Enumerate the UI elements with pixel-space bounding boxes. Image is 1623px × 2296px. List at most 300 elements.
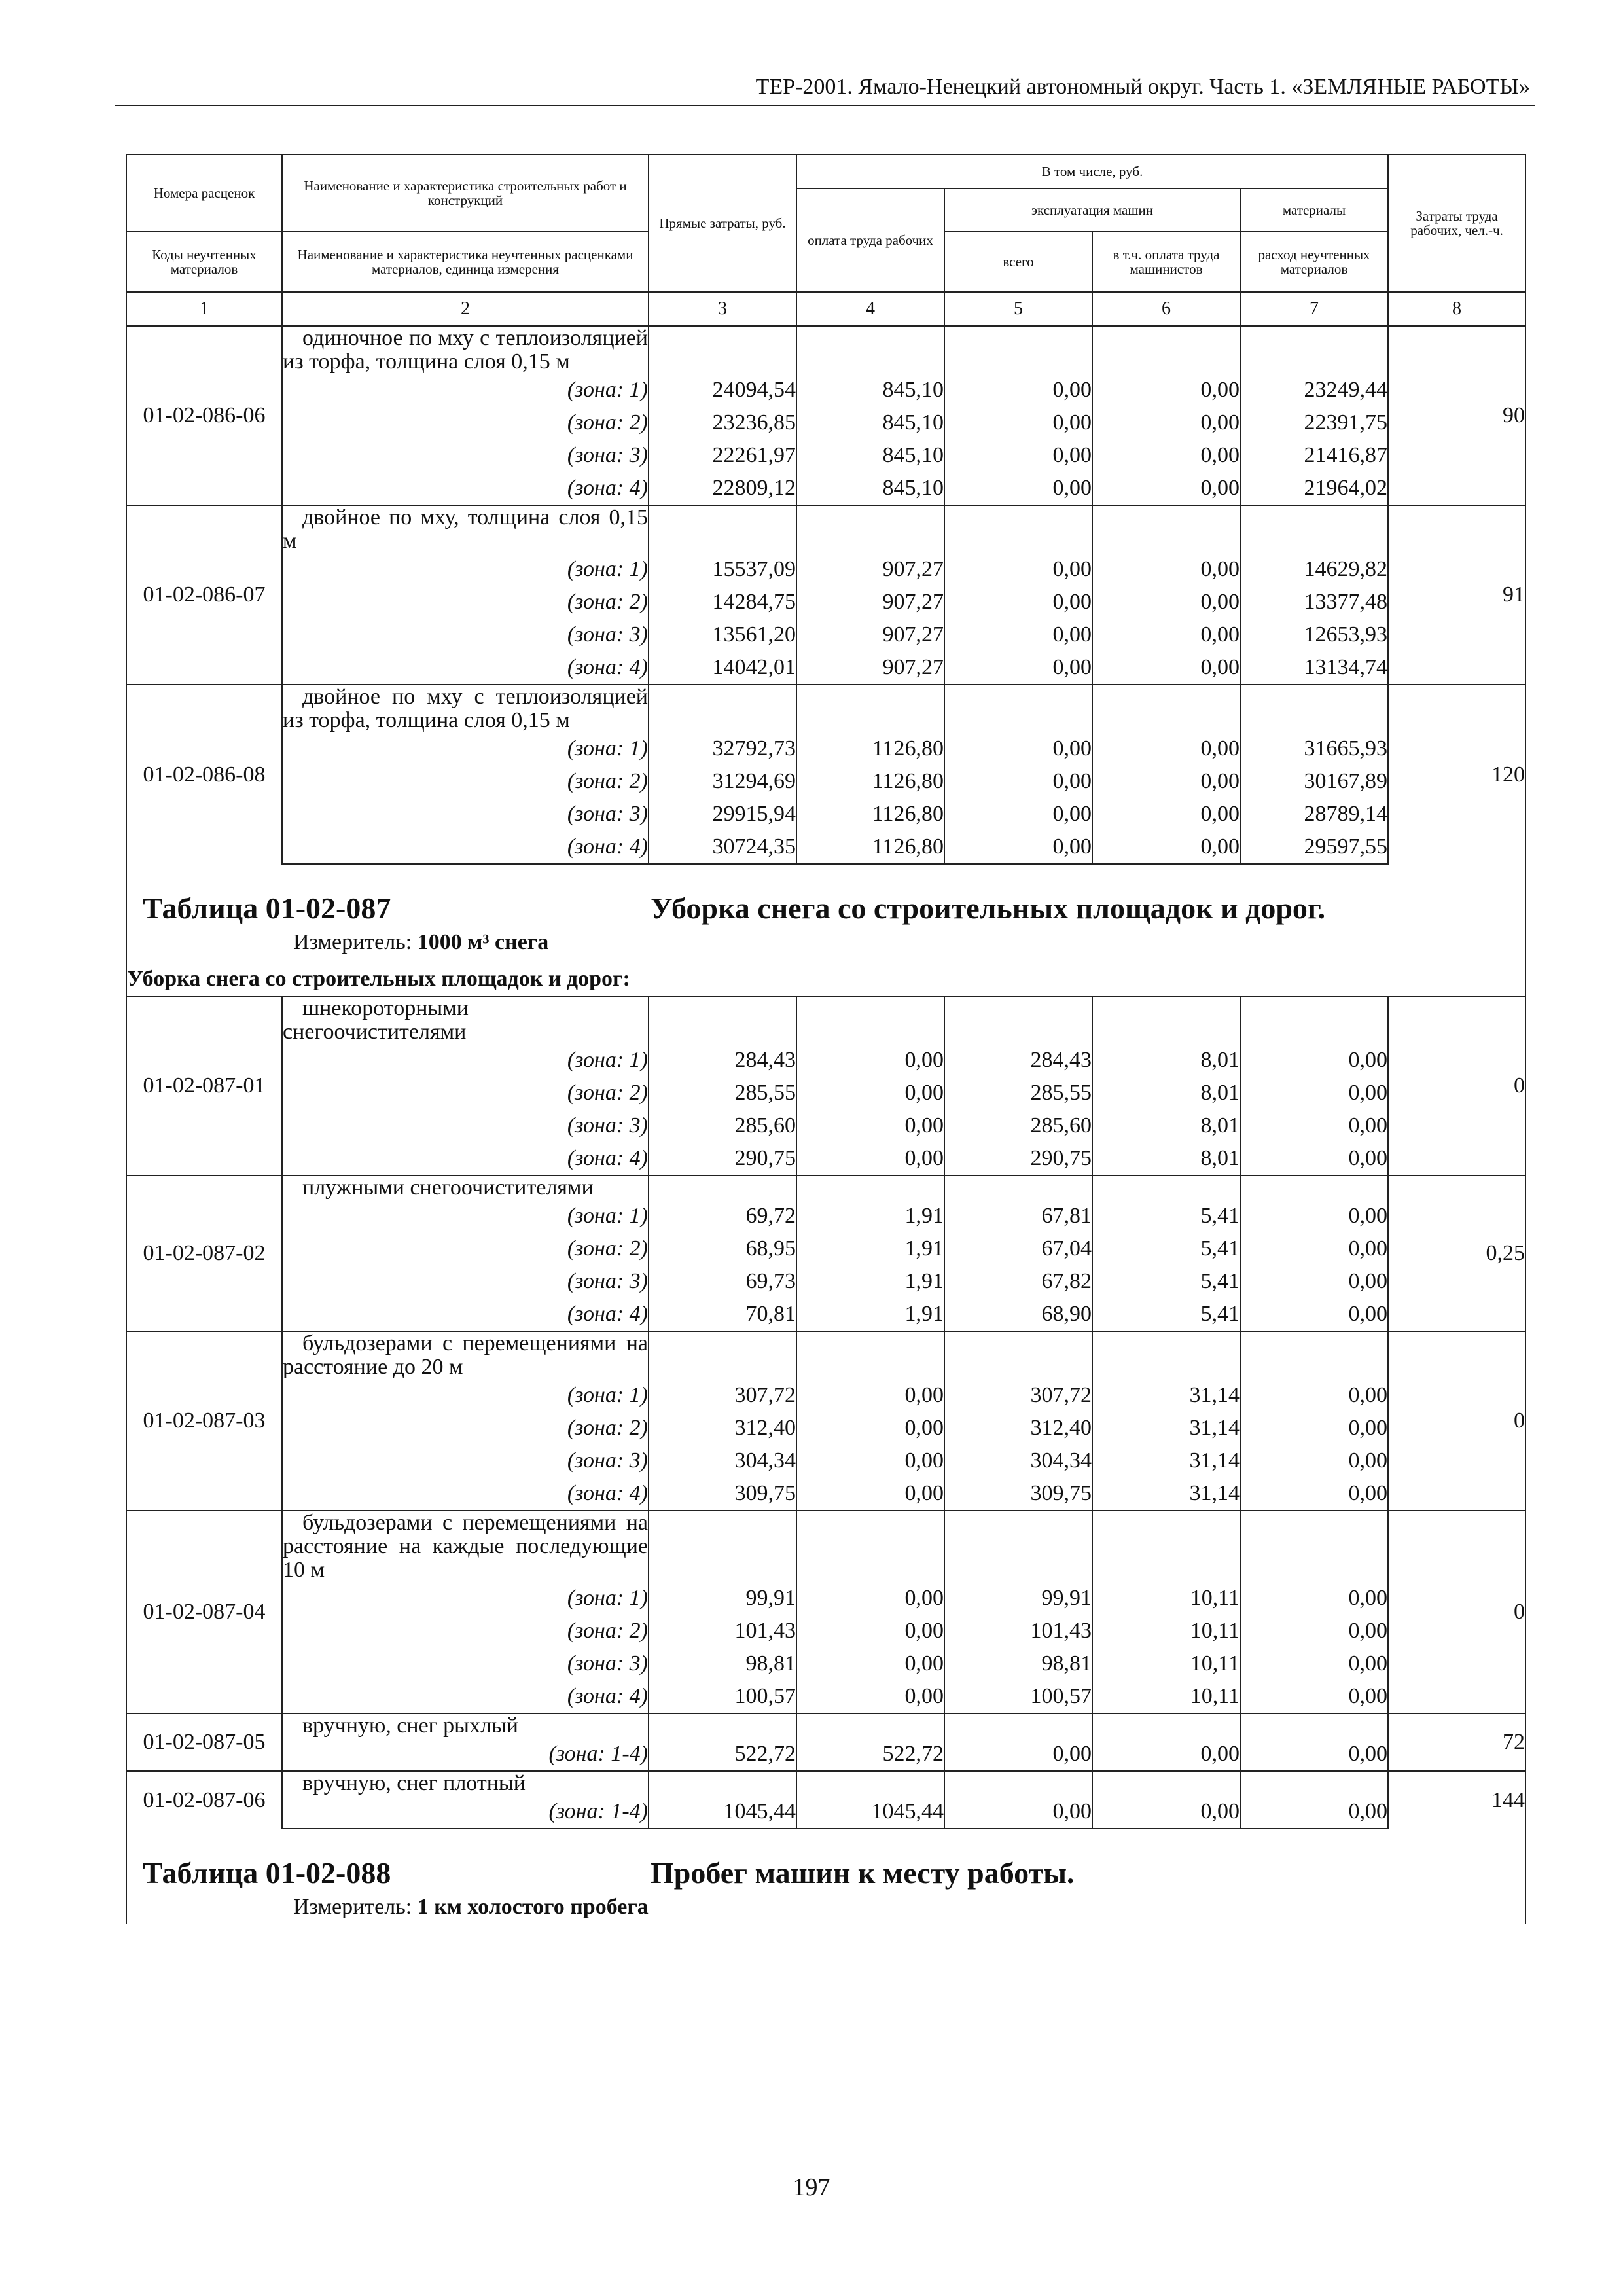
- rate-name: плужными снегоочистителями: [282, 1175, 649, 1200]
- worker-pay-value: 1,91: [796, 1232, 944, 1265]
- worker-pay-value: 1126,80: [796, 732, 944, 765]
- worker-pay-value: 845,10: [796, 374, 944, 406]
- zone-row: [126, 765, 1525, 798]
- machinist-pay-value: 5,41: [1092, 1232, 1240, 1265]
- table-088-measure: [293, 1895, 649, 1920]
- materials-value: 12653,93: [1240, 619, 1388, 651]
- table-087-title: Таблица 01-02-087: [143, 891, 391, 925]
- col-num: 3: [649, 292, 796, 326]
- machinist-pay-value: 10,11: [1092, 1680, 1240, 1713]
- empty-cell: [944, 1331, 1092, 1379]
- empty-cell: [1092, 1511, 1240, 1582]
- materials-value: 0,00: [1240, 1109, 1388, 1142]
- zone-row: [126, 472, 1525, 505]
- materials-value: 0,00: [1240, 1680, 1388, 1713]
- zone-label: (зона: 1): [282, 1379, 649, 1412]
- direct-costs-value: 69,73: [649, 1265, 796, 1298]
- empty-cell: [1092, 326, 1240, 374]
- zone-label: (зона: 2): [282, 1232, 649, 1265]
- worker-pay-value: 1,91: [796, 1298, 944, 1331]
- machinist-pay-value: 0,00: [1092, 619, 1240, 651]
- direct-costs-value: 13561,20: [649, 619, 796, 651]
- zone-label: (зона: 2): [282, 586, 649, 619]
- header-title: ТЕР-2001. Ямало-Ненецкий автономный округ. Часть 1. «ЗЕМЛЯНЫЕ РАБОТЫ»: [755, 75, 1530, 99]
- zone-label: (зона: 4): [282, 472, 649, 505]
- rate-row: [126, 1713, 1525, 1738]
- materials-value: 21964,02: [1240, 472, 1388, 505]
- machines-total-value: 0,00: [944, 586, 1092, 619]
- rate-code: 01-02-086-06: [126, 326, 282, 505]
- zone-row: [126, 798, 1525, 831]
- rate-row: [126, 996, 1525, 1044]
- materials-value: 28789,14: [1240, 798, 1388, 831]
- empty-cell: [796, 1713, 944, 1738]
- col-labor: Затраты труда рабочих, чел.-ч.: [1388, 154, 1525, 292]
- col-num: 4: [796, 292, 944, 326]
- direct-costs-value: 98,81: [649, 1647, 796, 1680]
- machines-total-value: 98,81: [944, 1647, 1092, 1680]
- table-088-heading: [126, 1829, 1525, 1924]
- direct-costs-value: 1045,44: [649, 1795, 796, 1829]
- table-087-measure: [293, 930, 548, 955]
- worker-pay-value: 845,10: [796, 472, 944, 505]
- rate-name: вручную, снег плотный: [282, 1771, 649, 1795]
- measure-label: Измеритель:: [293, 930, 412, 954]
- worker-pay-value: 0,00: [796, 1477, 944, 1511]
- rate-name: бульдозерами с перемещениями на расстояние до 20 м: [283, 1331, 648, 1379]
- machinist-pay-value: 5,41: [1092, 1200, 1240, 1232]
- labor-cost: 120: [1388, 685, 1525, 864]
- empty-cell: [796, 1175, 944, 1200]
- zone-row: [126, 1477, 1525, 1511]
- rate-code: 01-02-087-06: [126, 1771, 282, 1829]
- machinist-pay-value: 0,00: [1092, 1738, 1240, 1771]
- direct-costs-value: 290,75: [649, 1142, 796, 1175]
- materials-value: 0,00: [1240, 1142, 1388, 1175]
- machines-total-value: 101,43: [944, 1615, 1092, 1647]
- machines-total-value: 290,75: [944, 1142, 1092, 1175]
- materials-value: 0,00: [1240, 1647, 1388, 1680]
- col-machinist-pay: в т.ч. оплата труда машинистов: [1092, 232, 1240, 292]
- zone-label: (зона: 2): [282, 1077, 649, 1109]
- col-direct-costs: Прямые затраты, руб.: [649, 154, 796, 292]
- machinist-pay-value: 31,14: [1092, 1444, 1240, 1477]
- materials-value: 31665,93: [1240, 732, 1388, 765]
- zone-label: (зона: 2): [282, 765, 649, 798]
- zone-label: (зона: 4): [282, 1477, 649, 1511]
- machines-total-value: 67,81: [944, 1200, 1092, 1232]
- machinist-pay-value: 31,14: [1092, 1379, 1240, 1412]
- col-material-codes: Коды неучтенных материалов: [126, 232, 282, 292]
- empty-cell: [649, 326, 796, 374]
- rate-row: [126, 1175, 1525, 1200]
- zone-row: [126, 406, 1525, 439]
- materials-value: 14629,82: [1240, 553, 1388, 586]
- rate-row: [126, 685, 1525, 732]
- zone-label: (зона: 1): [282, 1200, 649, 1232]
- rate-code: 01-02-086-07: [126, 505, 282, 685]
- empty-cell: [1240, 1331, 1388, 1379]
- worker-pay-value: 1,91: [796, 1200, 944, 1232]
- worker-pay-value: 907,27: [796, 651, 944, 685]
- worker-pay-value: 0,00: [796, 1680, 944, 1713]
- table-088-description: Пробег машин к месту работы.: [651, 1856, 1075, 1890]
- zone-label: (зона: 1): [282, 1582, 649, 1615]
- zone-label: (зона: 1): [282, 553, 649, 586]
- empty-cell: [944, 1511, 1092, 1582]
- machines-total-value: 285,55: [944, 1077, 1092, 1109]
- zone-row: [126, 374, 1525, 406]
- empty-cell: [1092, 1713, 1240, 1738]
- zone-label: (зона: 1): [282, 1044, 649, 1077]
- worker-pay-value: 907,27: [796, 586, 944, 619]
- rate-code: 01-02-087-05: [126, 1713, 282, 1771]
- empty-cell: [1092, 505, 1240, 553]
- empty-cell: [649, 1331, 796, 1379]
- machines-total-value: 0,00: [944, 651, 1092, 685]
- empty-cell: [944, 1771, 1092, 1795]
- machines-total-value: 0,00: [944, 619, 1092, 651]
- col-including: В том числе, руб.: [796, 154, 1388, 188]
- zone-row: [126, 1077, 1525, 1109]
- empty-cell: [649, 505, 796, 553]
- zone-row: [126, 1298, 1525, 1331]
- zone-row: [126, 1582, 1525, 1615]
- worker-pay-value: 0,00: [796, 1647, 944, 1680]
- zone-row: [126, 586, 1525, 619]
- empty-cell: [796, 1771, 944, 1795]
- materials-value: 13134,74: [1240, 651, 1388, 685]
- worker-pay-value: 0,00: [796, 1582, 944, 1615]
- worker-pay-value: 1,91: [796, 1265, 944, 1298]
- labor-cost: 91: [1388, 505, 1525, 685]
- empty-cell: [649, 1771, 796, 1795]
- empty-cell: [1240, 326, 1388, 374]
- zone-label: (зона: 1-4): [282, 1738, 649, 1771]
- direct-costs-value: 24094,54: [649, 374, 796, 406]
- empty-cell: [649, 996, 796, 1044]
- rates-table: [126, 154, 1526, 1924]
- worker-pay-value: 907,27: [796, 619, 944, 651]
- direct-costs-value: 30724,35: [649, 831, 796, 864]
- machinist-pay-value: 0,00: [1092, 553, 1240, 586]
- materials-value: 22391,75: [1240, 406, 1388, 439]
- machines-total-value: 284,43: [944, 1044, 1092, 1077]
- empty-cell: [1240, 685, 1388, 732]
- machines-total-value: 309,75: [944, 1477, 1092, 1511]
- machines-total-value: 0,00: [944, 765, 1092, 798]
- worker-pay-value: 522,72: [796, 1738, 944, 1771]
- direct-costs-value: 14042,01: [649, 651, 796, 685]
- materials-value: 0,00: [1240, 1265, 1388, 1298]
- direct-costs-value: 307,72: [649, 1379, 796, 1412]
- worker-pay-value: 0,00: [796, 1044, 944, 1077]
- empty-cell: [1240, 1713, 1388, 1738]
- machinist-pay-value: 0,00: [1092, 732, 1240, 765]
- materials-value: 0,00: [1240, 1379, 1388, 1412]
- machines-total-value: 0,00: [944, 1738, 1092, 1771]
- materials-value: 0,00: [1240, 1444, 1388, 1477]
- rate-name: двойное по мху, толщина слоя 0,15 м: [283, 505, 648, 553]
- table-header: [126, 154, 1525, 326]
- direct-costs-value: 69,72: [649, 1200, 796, 1232]
- machines-total-value: 285,60: [944, 1109, 1092, 1142]
- machinist-pay-value: 0,00: [1092, 406, 1240, 439]
- machines-total-value: 0,00: [944, 831, 1092, 864]
- machines-total-value: 0,00: [944, 439, 1092, 472]
- rate-row: [126, 326, 1525, 374]
- empty-cell: [796, 996, 944, 1044]
- rate-name: двойное по мху с теплоизоляцией из торфа, толщина слоя 0,15 м: [283, 685, 648, 732]
- zone-row: [126, 831, 1525, 864]
- worker-pay-value: 0,00: [796, 1109, 944, 1142]
- machinist-pay-value: 0,00: [1092, 374, 1240, 406]
- worker-pay-value: 0,00: [796, 1379, 944, 1412]
- direct-costs-value: 23236,85: [649, 406, 796, 439]
- machinist-pay-value: 5,41: [1092, 1298, 1240, 1331]
- machines-total-value: 304,34: [944, 1444, 1092, 1477]
- zone-row: [126, 1647, 1525, 1680]
- zone-row: [126, 1379, 1525, 1412]
- col-num: 1: [126, 292, 282, 326]
- zone-row: [126, 1232, 1525, 1265]
- materials-value: 0,00: [1240, 1412, 1388, 1444]
- zone-row: [126, 439, 1525, 472]
- empty-cell: [649, 685, 796, 732]
- rate-row: [126, 1331, 1525, 1379]
- zone-label: (зона: 1-4): [282, 1795, 649, 1829]
- worker-pay-value: 0,00: [796, 1615, 944, 1647]
- machinist-pay-value: 10,11: [1092, 1615, 1240, 1647]
- rate-name: шнекороторными снегоочистителями: [282, 996, 649, 1044]
- machines-total-value: 0,00: [944, 374, 1092, 406]
- direct-costs-value: 100,57: [649, 1680, 796, 1713]
- machines-total-value: 99,91: [944, 1582, 1092, 1615]
- zone-label: (зона: 3): [282, 1444, 649, 1477]
- materials-value: 0,00: [1240, 1738, 1388, 1771]
- running-header: [115, 72, 1535, 106]
- empty-cell: [1240, 505, 1388, 553]
- table-087-heading: [126, 864, 1525, 996]
- empty-cell: [1240, 1511, 1388, 1582]
- machines-total-value: 0,00: [944, 472, 1092, 505]
- col-num: 7: [1240, 292, 1388, 326]
- labor-cost: 0: [1388, 1511, 1525, 1713]
- empty-cell: [944, 326, 1092, 374]
- zone-label: (зона: 1): [282, 374, 649, 406]
- direct-costs-value: 304,34: [649, 1444, 796, 1477]
- materials-value: 0,00: [1240, 1615, 1388, 1647]
- worker-pay-value: 845,10: [796, 439, 944, 472]
- machinist-pay-value: 10,11: [1092, 1647, 1240, 1680]
- direct-costs-value: 285,60: [649, 1109, 796, 1142]
- machines-total-value: 0,00: [944, 1795, 1092, 1829]
- direct-costs-value: 99,91: [649, 1582, 796, 1615]
- zone-label: (зона: 4): [282, 1298, 649, 1331]
- machinist-pay-value: 10,11: [1092, 1582, 1240, 1615]
- machinist-pay-value: 31,14: [1092, 1412, 1240, 1444]
- machines-total-value: 307,72: [944, 1379, 1092, 1412]
- direct-costs-value: 29915,94: [649, 798, 796, 831]
- empty-cell: [1092, 996, 1240, 1044]
- empty-cell: [796, 685, 944, 732]
- zone-row: [126, 1795, 1525, 1829]
- empty-cell: [1240, 1771, 1388, 1795]
- empty-cell: [1092, 685, 1240, 732]
- rate-row: [126, 505, 1525, 553]
- materials-value: 0,00: [1240, 1298, 1388, 1331]
- table-087-description: Уборка снега со строительных площадок и дорог.: [651, 891, 1326, 925]
- worker-pay-value: 1126,80: [796, 765, 944, 798]
- zone-row: [126, 732, 1525, 765]
- zone-row: [126, 619, 1525, 651]
- machinist-pay-value: 8,01: [1092, 1142, 1240, 1175]
- labor-cost: 90: [1388, 326, 1525, 505]
- worker-pay-value: 0,00: [796, 1142, 944, 1175]
- machinist-pay-value: 0,00: [1092, 1795, 1240, 1829]
- direct-costs-value: 101,43: [649, 1615, 796, 1647]
- labor-cost: 0: [1388, 996, 1525, 1175]
- empty-cell: [944, 1713, 1092, 1738]
- worker-pay-value: 907,27: [796, 553, 944, 586]
- zone-row: [126, 1109, 1525, 1142]
- empty-cell: [649, 1175, 796, 1200]
- empty-cell: [944, 685, 1092, 732]
- worker-pay-value: 1126,80: [796, 831, 944, 864]
- empty-cell: [796, 1331, 944, 1379]
- machines-total-value: 67,82: [944, 1265, 1092, 1298]
- direct-costs-value: 284,43: [649, 1044, 796, 1077]
- rate-code: 01-02-087-04: [126, 1511, 282, 1713]
- labor-cost: 72: [1388, 1713, 1525, 1771]
- page-number: 197: [793, 2174, 830, 2201]
- materials-value: 0,00: [1240, 1200, 1388, 1232]
- machinist-pay-value: 0,00: [1092, 831, 1240, 864]
- machinist-pay-value: 0,00: [1092, 798, 1240, 831]
- rate-code: 01-02-087-01: [126, 996, 282, 1175]
- table-087-subheader: Уборка снега со строительных площадок и дорог:: [126, 963, 1525, 996]
- table-088-title: Таблица 01-02-088: [143, 1856, 391, 1890]
- materials-value: 0,00: [1240, 1582, 1388, 1615]
- direct-costs-value: 22261,97: [649, 439, 796, 472]
- direct-costs-value: 14284,75: [649, 586, 796, 619]
- zone-row: [126, 651, 1525, 685]
- empty-cell: [649, 1511, 796, 1582]
- rate-name: вручную, снег рыхлый: [282, 1713, 649, 1738]
- zone-row: [126, 1142, 1525, 1175]
- worker-pay-value: 1126,80: [796, 798, 944, 831]
- zone-label: (зона: 3): [282, 1265, 649, 1298]
- empty-cell: [944, 996, 1092, 1044]
- materials-value: 21416,87: [1240, 439, 1388, 472]
- machines-total-value: 67,04: [944, 1232, 1092, 1265]
- empty-cell: [944, 505, 1092, 553]
- direct-costs-value: 32792,73: [649, 732, 796, 765]
- machines-total-value: 0,00: [944, 798, 1092, 831]
- col-num: 5: [944, 292, 1092, 326]
- direct-costs-value: 285,55: [649, 1077, 796, 1109]
- labor-cost: 0,25: [1388, 1175, 1525, 1331]
- direct-costs-value: 31294,69: [649, 765, 796, 798]
- col-num: 6: [1092, 292, 1240, 326]
- rates-section-087: [126, 996, 1525, 1829]
- labor-cost: 144: [1388, 1771, 1525, 1829]
- machinist-pay-value: 0,00: [1092, 586, 1240, 619]
- zone-row: [126, 1615, 1525, 1647]
- zone-row: [126, 1265, 1525, 1298]
- zone-label: (зона: 3): [282, 1647, 649, 1680]
- rate-name: бульдозерами с перемещениями на расстояние на каждые последующие 10 м: [283, 1511, 648, 1582]
- rate-name: одиночное по мху с теплоизоляцией из торфа, толщина слоя 0,15 м: [283, 326, 648, 374]
- materials-value: 13377,48: [1240, 586, 1388, 619]
- rate-code: 01-02-087-03: [126, 1331, 282, 1511]
- rates-section-086: [126, 326, 1525, 864]
- zone-label: (зона: 3): [282, 619, 649, 651]
- measure-value: 1000 м³ снега: [417, 930, 549, 954]
- machines-total-value: 100,57: [944, 1680, 1092, 1713]
- direct-costs-value: 70,81: [649, 1298, 796, 1331]
- machines-total-value: 0,00: [944, 406, 1092, 439]
- col-material-consumption: расход неучтенных материалов: [1240, 232, 1388, 292]
- machinist-pay-value: 0,00: [1092, 651, 1240, 685]
- machinist-pay-value: 8,01: [1092, 1109, 1240, 1142]
- zone-row: [126, 1738, 1525, 1771]
- direct-costs-value: 522,72: [649, 1738, 796, 1771]
- zone-label: (зона: 2): [282, 1412, 649, 1444]
- empty-cell: [1092, 1771, 1240, 1795]
- zone-row: [126, 1680, 1525, 1713]
- machines-total-value: 312,40: [944, 1412, 1092, 1444]
- table-087-caption: [126, 864, 1525, 963]
- col-machines: эксплуатация машин: [944, 188, 1240, 232]
- materials-value: 29597,55: [1240, 831, 1388, 864]
- col-num: 2: [282, 292, 649, 326]
- worker-pay-value: 0,00: [796, 1077, 944, 1109]
- machines-total-value: 0,00: [944, 553, 1092, 586]
- zone-label: (зона: 4): [282, 651, 649, 685]
- machinist-pay-value: 5,41: [1092, 1265, 1240, 1298]
- materials-value: 0,00: [1240, 1077, 1388, 1109]
- zone-label: (зона: 4): [282, 1680, 649, 1713]
- zone-row: [126, 553, 1525, 586]
- materials-value: 0,00: [1240, 1795, 1388, 1829]
- zone-label: (зона: 3): [282, 439, 649, 472]
- rate-row: [126, 1511, 1525, 1582]
- measure-label: Измеритель:: [293, 1895, 412, 1919]
- rate-code: 01-02-087-02: [126, 1175, 282, 1331]
- machines-total-value: 68,90: [944, 1298, 1092, 1331]
- empty-cell: [1240, 1175, 1388, 1200]
- machinist-pay-value: 8,01: [1092, 1077, 1240, 1109]
- worker-pay-value: 0,00: [796, 1444, 944, 1477]
- zone-row: [126, 1200, 1525, 1232]
- zone-label: (зона: 3): [282, 1109, 649, 1142]
- worker-pay-value: 845,10: [796, 406, 944, 439]
- machines-total-value: 0,00: [944, 732, 1092, 765]
- machinist-pay-value: 0,00: [1092, 439, 1240, 472]
- zone-row: [126, 1444, 1525, 1477]
- materials-value: 0,00: [1240, 1232, 1388, 1265]
- zone-row: [126, 1412, 1525, 1444]
- direct-costs-value: 68,95: [649, 1232, 796, 1265]
- empty-cell: [1240, 996, 1388, 1044]
- zone-row: [126, 1044, 1525, 1077]
- col-materials: материалы: [1240, 188, 1388, 232]
- measure-value: 1 км холостого пробега: [417, 1895, 649, 1919]
- empty-cell: [796, 326, 944, 374]
- direct-costs-value: 309,75: [649, 1477, 796, 1511]
- machinist-pay-value: 31,14: [1092, 1477, 1240, 1511]
